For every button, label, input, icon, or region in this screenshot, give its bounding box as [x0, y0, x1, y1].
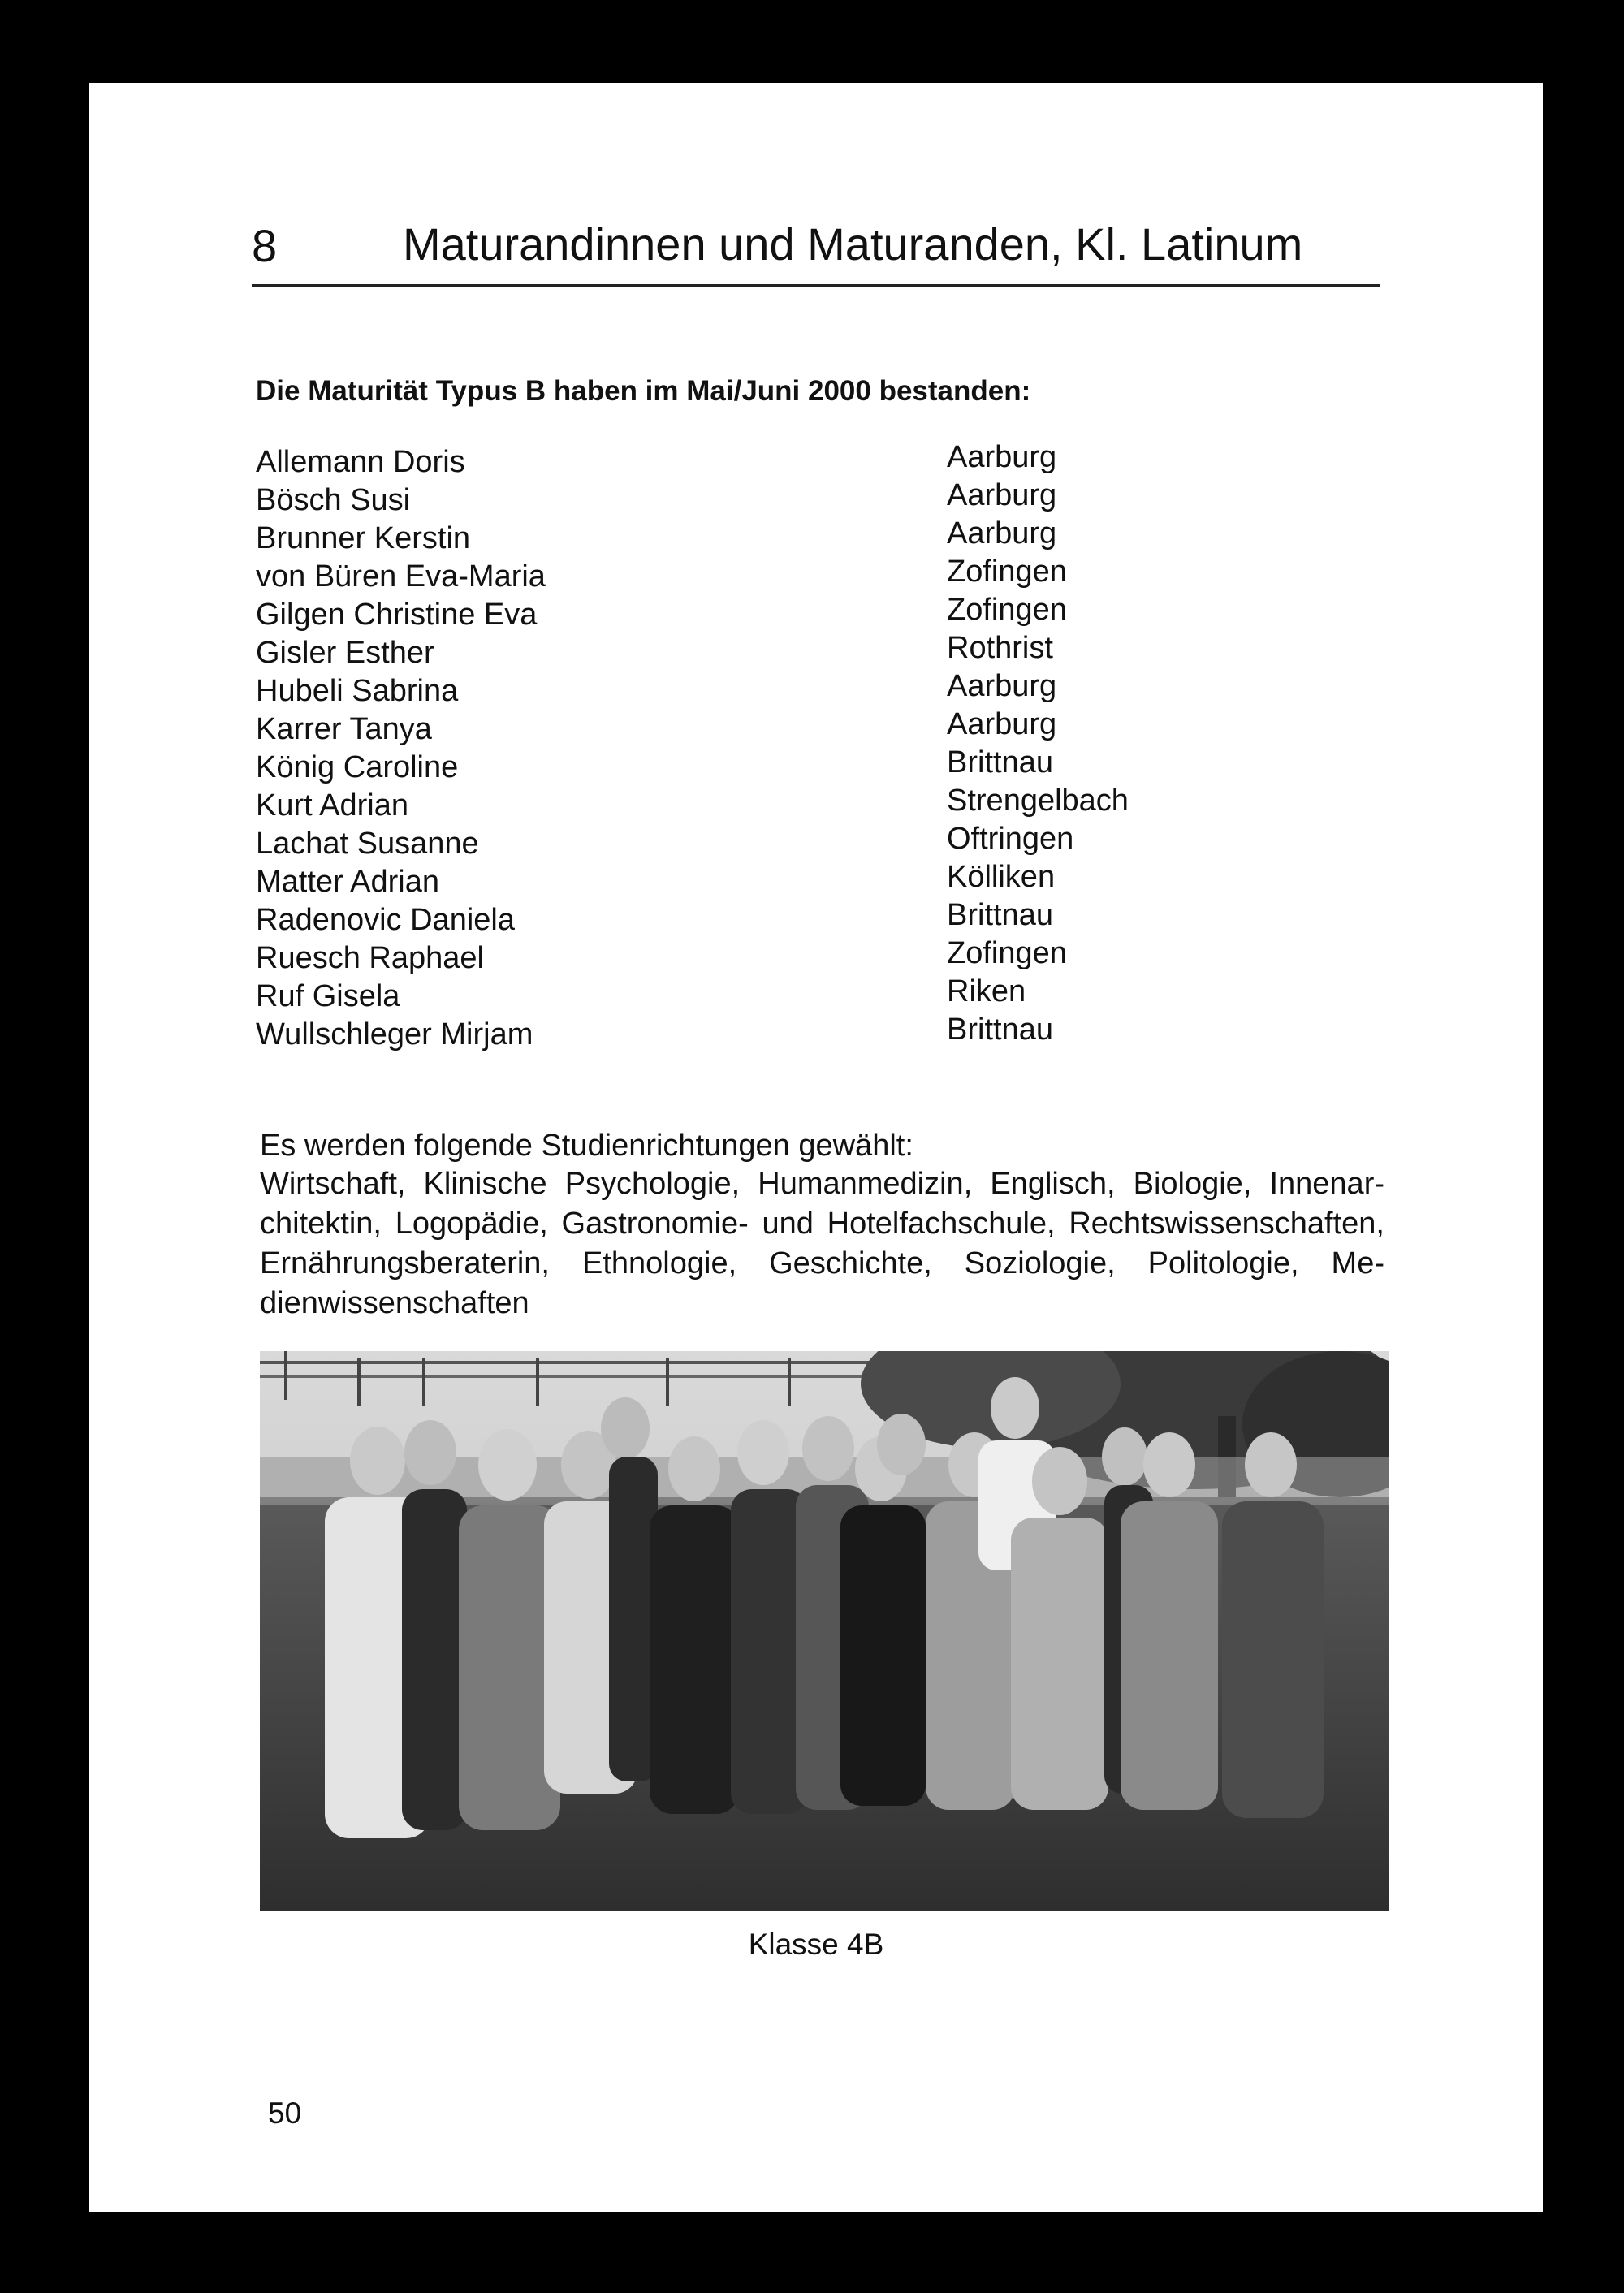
graduate-place: Aarburg	[947, 516, 1057, 551]
study-intro: Es werden folgende Studienrichtungen gewählt:	[260, 1129, 914, 1163]
graduate-place: Zofingen	[947, 936, 1067, 970]
graduate-name: Matter Adrian	[256, 865, 439, 899]
graduate-place: Aarburg	[947, 478, 1057, 512]
photo-caption: Klasse 4B	[748, 1928, 884, 1961]
graduate-name: Allemann Doris	[256, 445, 465, 479]
graduate-name: von Büren Eva-Maria	[256, 559, 546, 594]
section-subheading: Die Maturität Typus B haben im Mai/Juni 2000 bestanden:	[256, 375, 1031, 407]
graduate-place: Rothrist	[947, 631, 1053, 665]
graduate-name: Hubeli Sabrina	[256, 674, 459, 708]
graduate-place: Aarburg	[947, 707, 1057, 741]
graduate-name: Wullschleger Mirjam	[256, 1017, 533, 1051]
graduate-place: Brittnau	[947, 898, 1053, 932]
graduate-name: Ruf Gisela	[256, 979, 400, 1013]
graduate-place: Brittnau	[947, 1013, 1053, 1047]
graduate-place: Kölliken	[947, 860, 1056, 894]
page-number: 50	[268, 2097, 302, 2130]
graduate-name-list	[256, 443, 546, 1054]
graduate-place: Strengelbach	[947, 784, 1129, 818]
graduate-name: Lachat Susanne	[256, 827, 479, 861]
study-fields-paragraph: Wirtschaft, Klinische Psychologie, Humanmedizin, Englisch, Biologie, Innenarchitektin, Logopädie, Gastronomie- und Hotelfachschule, Rechtswissenschaften, Ernährungsberaterin, Ethnologie, Geschichte, Soziologie, Politologie, Medienwissenschaften	[260, 1167, 1384, 1320]
class-photo	[260, 1351, 1389, 1911]
graduate-name: Kurt Adrian	[256, 788, 408, 823]
document-page	[89, 83, 1543, 2212]
graduate-name: König Caroline	[256, 750, 459, 784]
graduate-name: Ruesch Raphael	[256, 941, 484, 975]
chapter-title: Maturandinnen und Maturanden, Kl. Latinum	[403, 218, 1303, 270]
graduate-place: Brittnau	[947, 745, 1053, 779]
graduate-place: Oftringen	[947, 822, 1074, 856]
graduate-name: Radenovic Daniela	[256, 903, 515, 937]
graduate-name: Brunner Kerstin	[256, 521, 471, 555]
chapter-header	[252, 213, 1380, 287]
graduate-name: Gisler Esther	[256, 636, 434, 670]
chapter-number: 8	[252, 220, 278, 271]
graduate-place: Zofingen	[947, 555, 1067, 589]
graduate-place: Aarburg	[947, 669, 1057, 703]
graduate-place: Riken	[947, 974, 1026, 1008]
graduate-name: Gilgen Christine Eva	[256, 598, 538, 632]
graduate-place: Zofingen	[947, 593, 1067, 627]
graduate-name: Karrer Tanya	[256, 712, 432, 746]
graduate-name: Bösch Susi	[256, 483, 411, 517]
graduate-place-list	[947, 438, 1129, 1049]
graduate-place: Aarburg	[947, 440, 1057, 474]
